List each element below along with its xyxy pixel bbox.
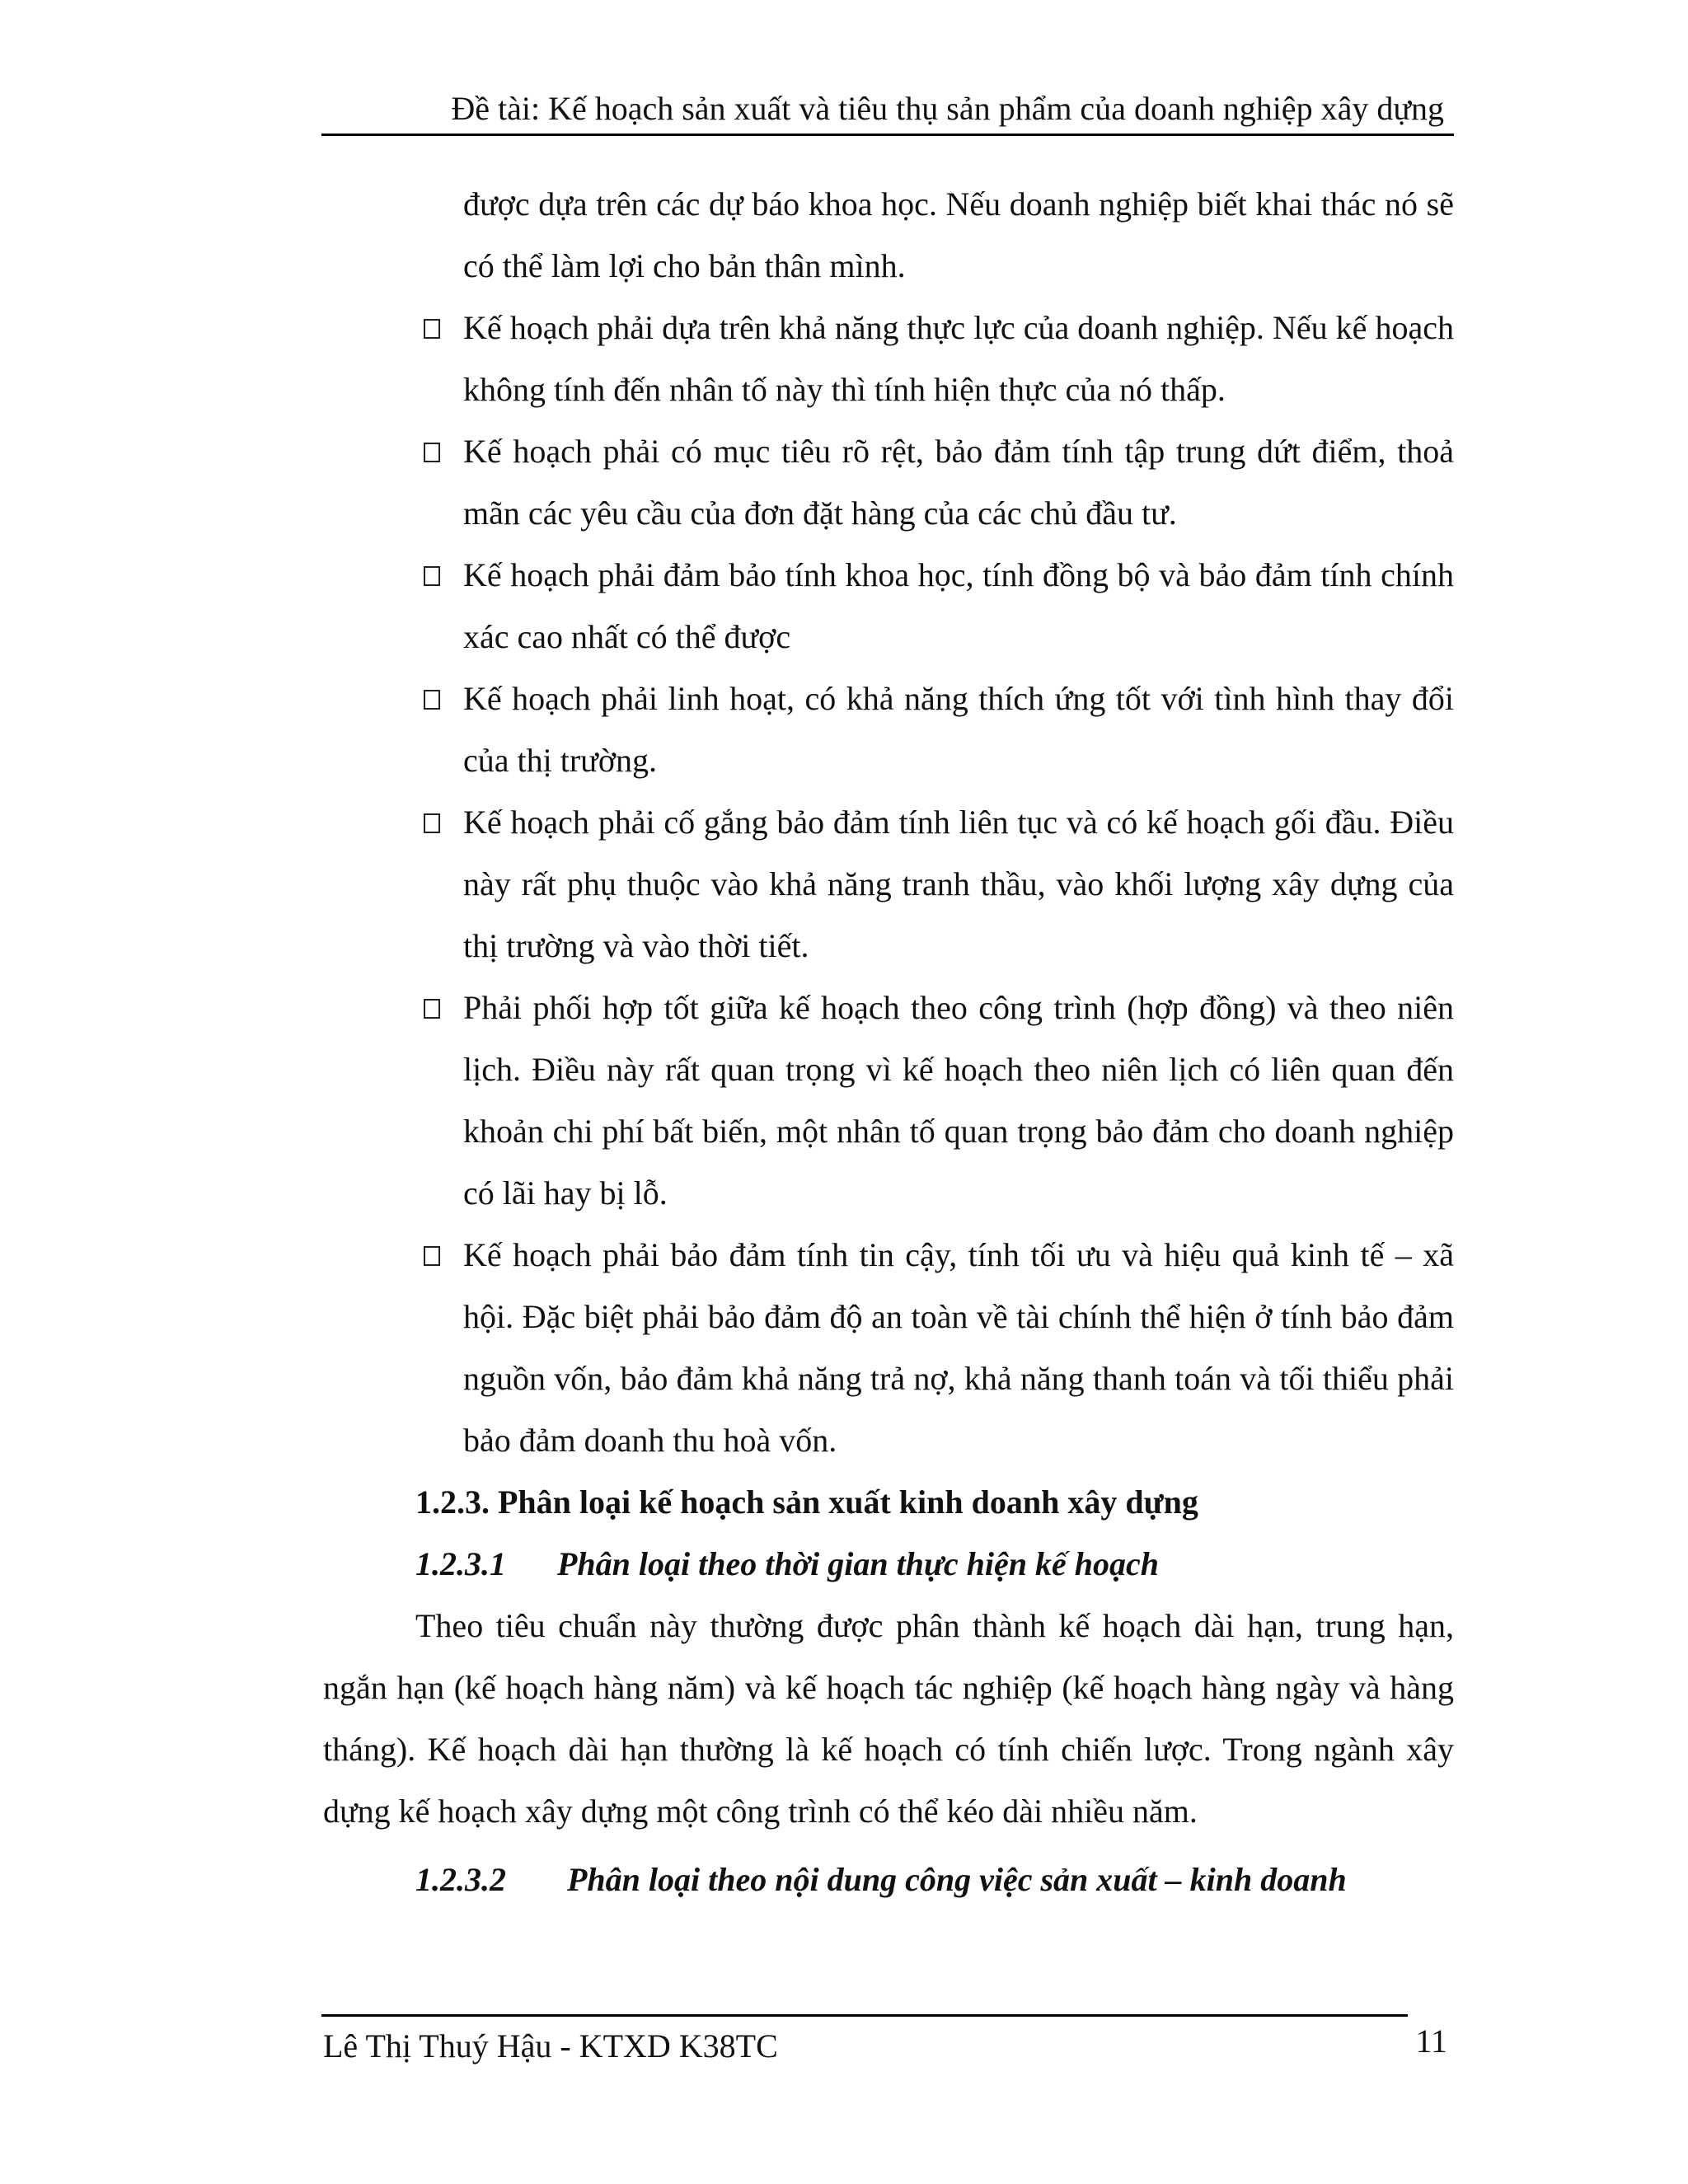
bullet-item: [323, 297, 1454, 420]
bullet-text: Kế hoạch phải bảo đảm tính tin cậy, tính tối ưu và hiệu quả kinh tế – xã hội. Đặc biệt phải bảo đảm độ an toàn về tài chính thể hiện ở tính bảo đảm nguồn vốn, bảo đảm khả năng trả nợ, khả năng thanh toán và tối thiểu phải bảo đảm doanh thu hoà vốn.: [463, 1236, 1454, 1459]
section-heading: 1.2.3. Phân loại kế hoạch sản xuất kinh doanh xây dựng: [415, 1483, 1198, 1521]
bullet-text: Kế hoạch phải linh hoạt, có khả năng thích ứng tốt với tình hình thay đổi của thị trường.: [463, 680, 1454, 779]
bullet-text: Kế hoạch phải cố gắng bảo đảm tính liên tục và có kế hoạch gối đầu. Điều này rất phụ thuộc vào khả năng tranh thầu, vào khối lượng xây dựng của thị trường và vào thời tiết.: [463, 804, 1454, 964]
subsection-title: Phân loại theo nội dung công việc sản xuất – kinh doanh: [567, 1861, 1347, 1898]
bullet-item: [323, 977, 1454, 1224]
page-number: 11: [1415, 2022, 1447, 2060]
checkbox-bullet-icon: [424, 813, 440, 833]
page-header: [321, 82, 1454, 136]
bullet-text: Kế hoạch phải đảm bảo tính khoa học, tính đồng bộ và bảo đảm tính chính xác cao nhất có thể được: [463, 556, 1454, 655]
continuation-text: được dựa trên các dự báo khoa học. Nếu doanh nghiệp biết khai thác nó sẽ có thể làm lợi cho bản thân mình.: [463, 185, 1454, 284]
bullet-item: [323, 791, 1454, 977]
checkbox-bullet-icon: [424, 443, 440, 462]
bullet-text: Kế hoạch phải có mục tiêu rõ rệt, bảo đảm tính tập trung dứt điểm, thoả mãn các yêu cầu của đơn đặt hàng của các chủ đầu tư.: [463, 433, 1454, 532]
subsection-heading-2: [415, 1849, 1454, 1910]
bullet-item: [323, 1224, 1454, 1471]
bullet-text: Phải phối hợp tốt giữa kế hoạch theo công trình (hợp đồng) và theo niên lịch. Điều này rất quan trọng vì kế hoạch theo niên lịch có liên quan đến khoản chi phí bất biến, một nhân tố quan trọng bảo đảm cho doanh nghiệp có lãi hay bị lỗ.: [463, 989, 1454, 1212]
body-paragraph: Theo tiêu chuẩn này thường được phân thành kế hoạch dài hạn, trung hạn, ngắn hạn (kế hoạch hàng năm) và kế hoạch tác nghiệp (kế hoạch hàng ngày và hàng tháng). Kế hoạch dài hạn thường là kế hoạch có tính chiến lược. Trong ngành xây dựng kế hoạch xây dựng một công trình có thể kéo dài nhiều năm.: [323, 1607, 1454, 1830]
checkbox-bullet-icon: [424, 690, 440, 710]
checkbox-bullet-icon: [424, 319, 440, 339]
bullet-text: Kế hoạch phải dựa trên khả năng thực lực của doanh nghiệp. Nếu kế hoạch không tính đến nhân tố này thì tính hiện thực của nó thấp.: [463, 309, 1454, 408]
footer-author: Lê Thị Thuý Hậu - KTXD K38TC: [323, 2027, 778, 2064]
document-body: [323, 173, 1454, 1910]
bullet-item: [323, 544, 1454, 668]
checkbox-bullet-icon: [424, 999, 440, 1019]
checkbox-bullet-icon: [424, 566, 440, 586]
header-title: Đề tài: Kế hoạch sản xuất và tiêu thụ sản phẩm của doanh nghiệp xây dựng: [451, 90, 1444, 127]
bullet-item: [323, 420, 1454, 544]
bullet-item: [323, 668, 1454, 791]
subsection-title: Phân loại theo thời gian thực hiện kế hoạch: [557, 1545, 1159, 1582]
footer-divider: [321, 2014, 1408, 2017]
subsection-number: 1.2.3.2: [415, 1861, 506, 1898]
subsection-heading-1: [415, 1533, 1454, 1595]
checkbox-bullet-icon: [424, 1246, 440, 1266]
subsection-number: 1.2.3.1: [415, 1545, 506, 1582]
